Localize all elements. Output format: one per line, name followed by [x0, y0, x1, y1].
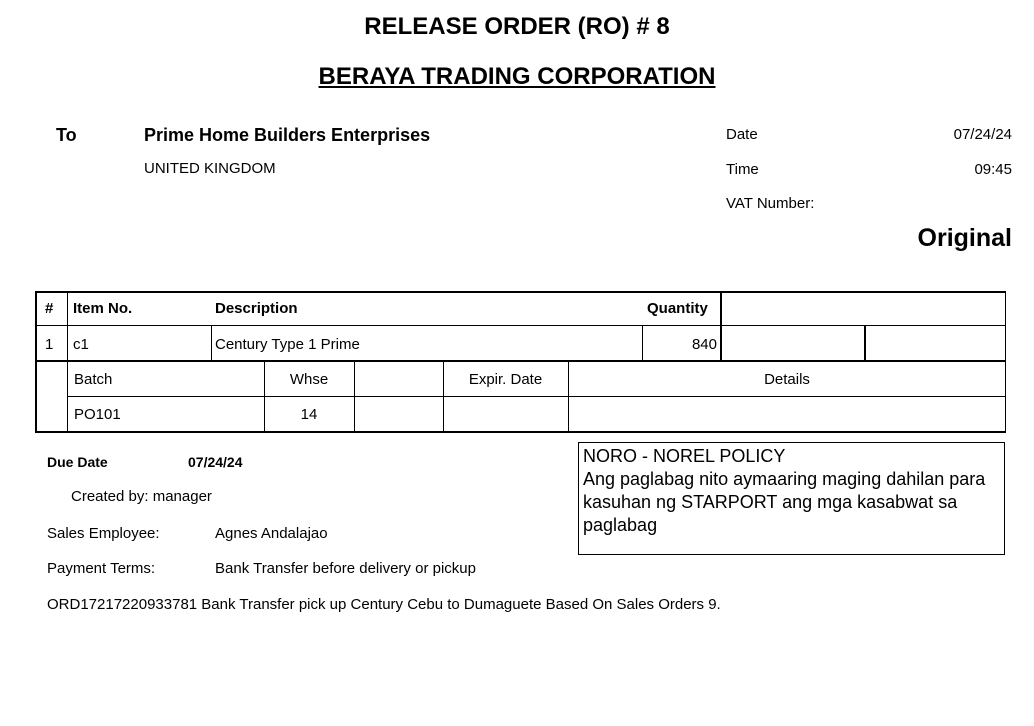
date-label: Date [726, 126, 758, 143]
payment-terms-value: Bank Transfer before delivery or pickup [215, 560, 476, 577]
time-label: Time [726, 161, 759, 178]
row-description: Century Type 1 Prime [215, 336, 360, 353]
col-header-num: # [45, 300, 54, 317]
date-value: 07/24/24 [953, 126, 1012, 143]
customer-country: UNITED KINGDOM [144, 160, 276, 177]
whse-header: Whse [289, 371, 329, 388]
sales-employee-label: Sales Employee: [47, 525, 160, 542]
remarks: ORD17217220933781 Bank Transfer pick up Century Cebu to Dumaguete Based On Sales Orders 9. [47, 596, 721, 613]
document-title: RELEASE ORDER (RO) # 8 [364, 13, 670, 40]
policy-title: NORO - NOREL POLICY [583, 446, 786, 466]
table-border [35, 291, 1006, 433]
col-header-quantity: Quantity [647, 300, 708, 317]
created-by: Created by: manager [71, 488, 212, 505]
copy-label: Original [917, 224, 1012, 252]
payment-terms-label: Payment Terms: [47, 560, 156, 577]
details-header: Details [764, 371, 810, 388]
policy-body: Ang paglabag nito aymaaring maging dahilan para kasuhan ng STARPORT ang mga kasabwat sa paglabag [583, 469, 986, 535]
row-quantity: 840 [691, 336, 717, 353]
batch-value: PO101 [74, 406, 121, 423]
col-header-description: Description [215, 300, 298, 317]
to-label: To [56, 125, 77, 145]
company-name: BERAYA TRADING CORPORATION [318, 63, 716, 90]
due-date-value: 07/24/24 [188, 454, 243, 470]
col-header-item-no: Item No. [73, 300, 133, 317]
time-value: 09:45 [974, 161, 1012, 178]
vat-label: VAT Number: [726, 195, 815, 212]
expir-date-header: Expir. Date [468, 371, 543, 388]
due-date-label: Due Date [47, 454, 108, 470]
row-item-no: c1 [73, 336, 89, 353]
batch-header: Batch [74, 371, 113, 388]
customer-name: Prime Home Builders Enterprises [144, 125, 431, 145]
policy-box [578, 442, 1005, 555]
whse-value: 14 [300, 406, 318, 423]
sales-employee-value: Agnes Andalajao [215, 525, 328, 542]
row-num: 1 [45, 336, 54, 353]
